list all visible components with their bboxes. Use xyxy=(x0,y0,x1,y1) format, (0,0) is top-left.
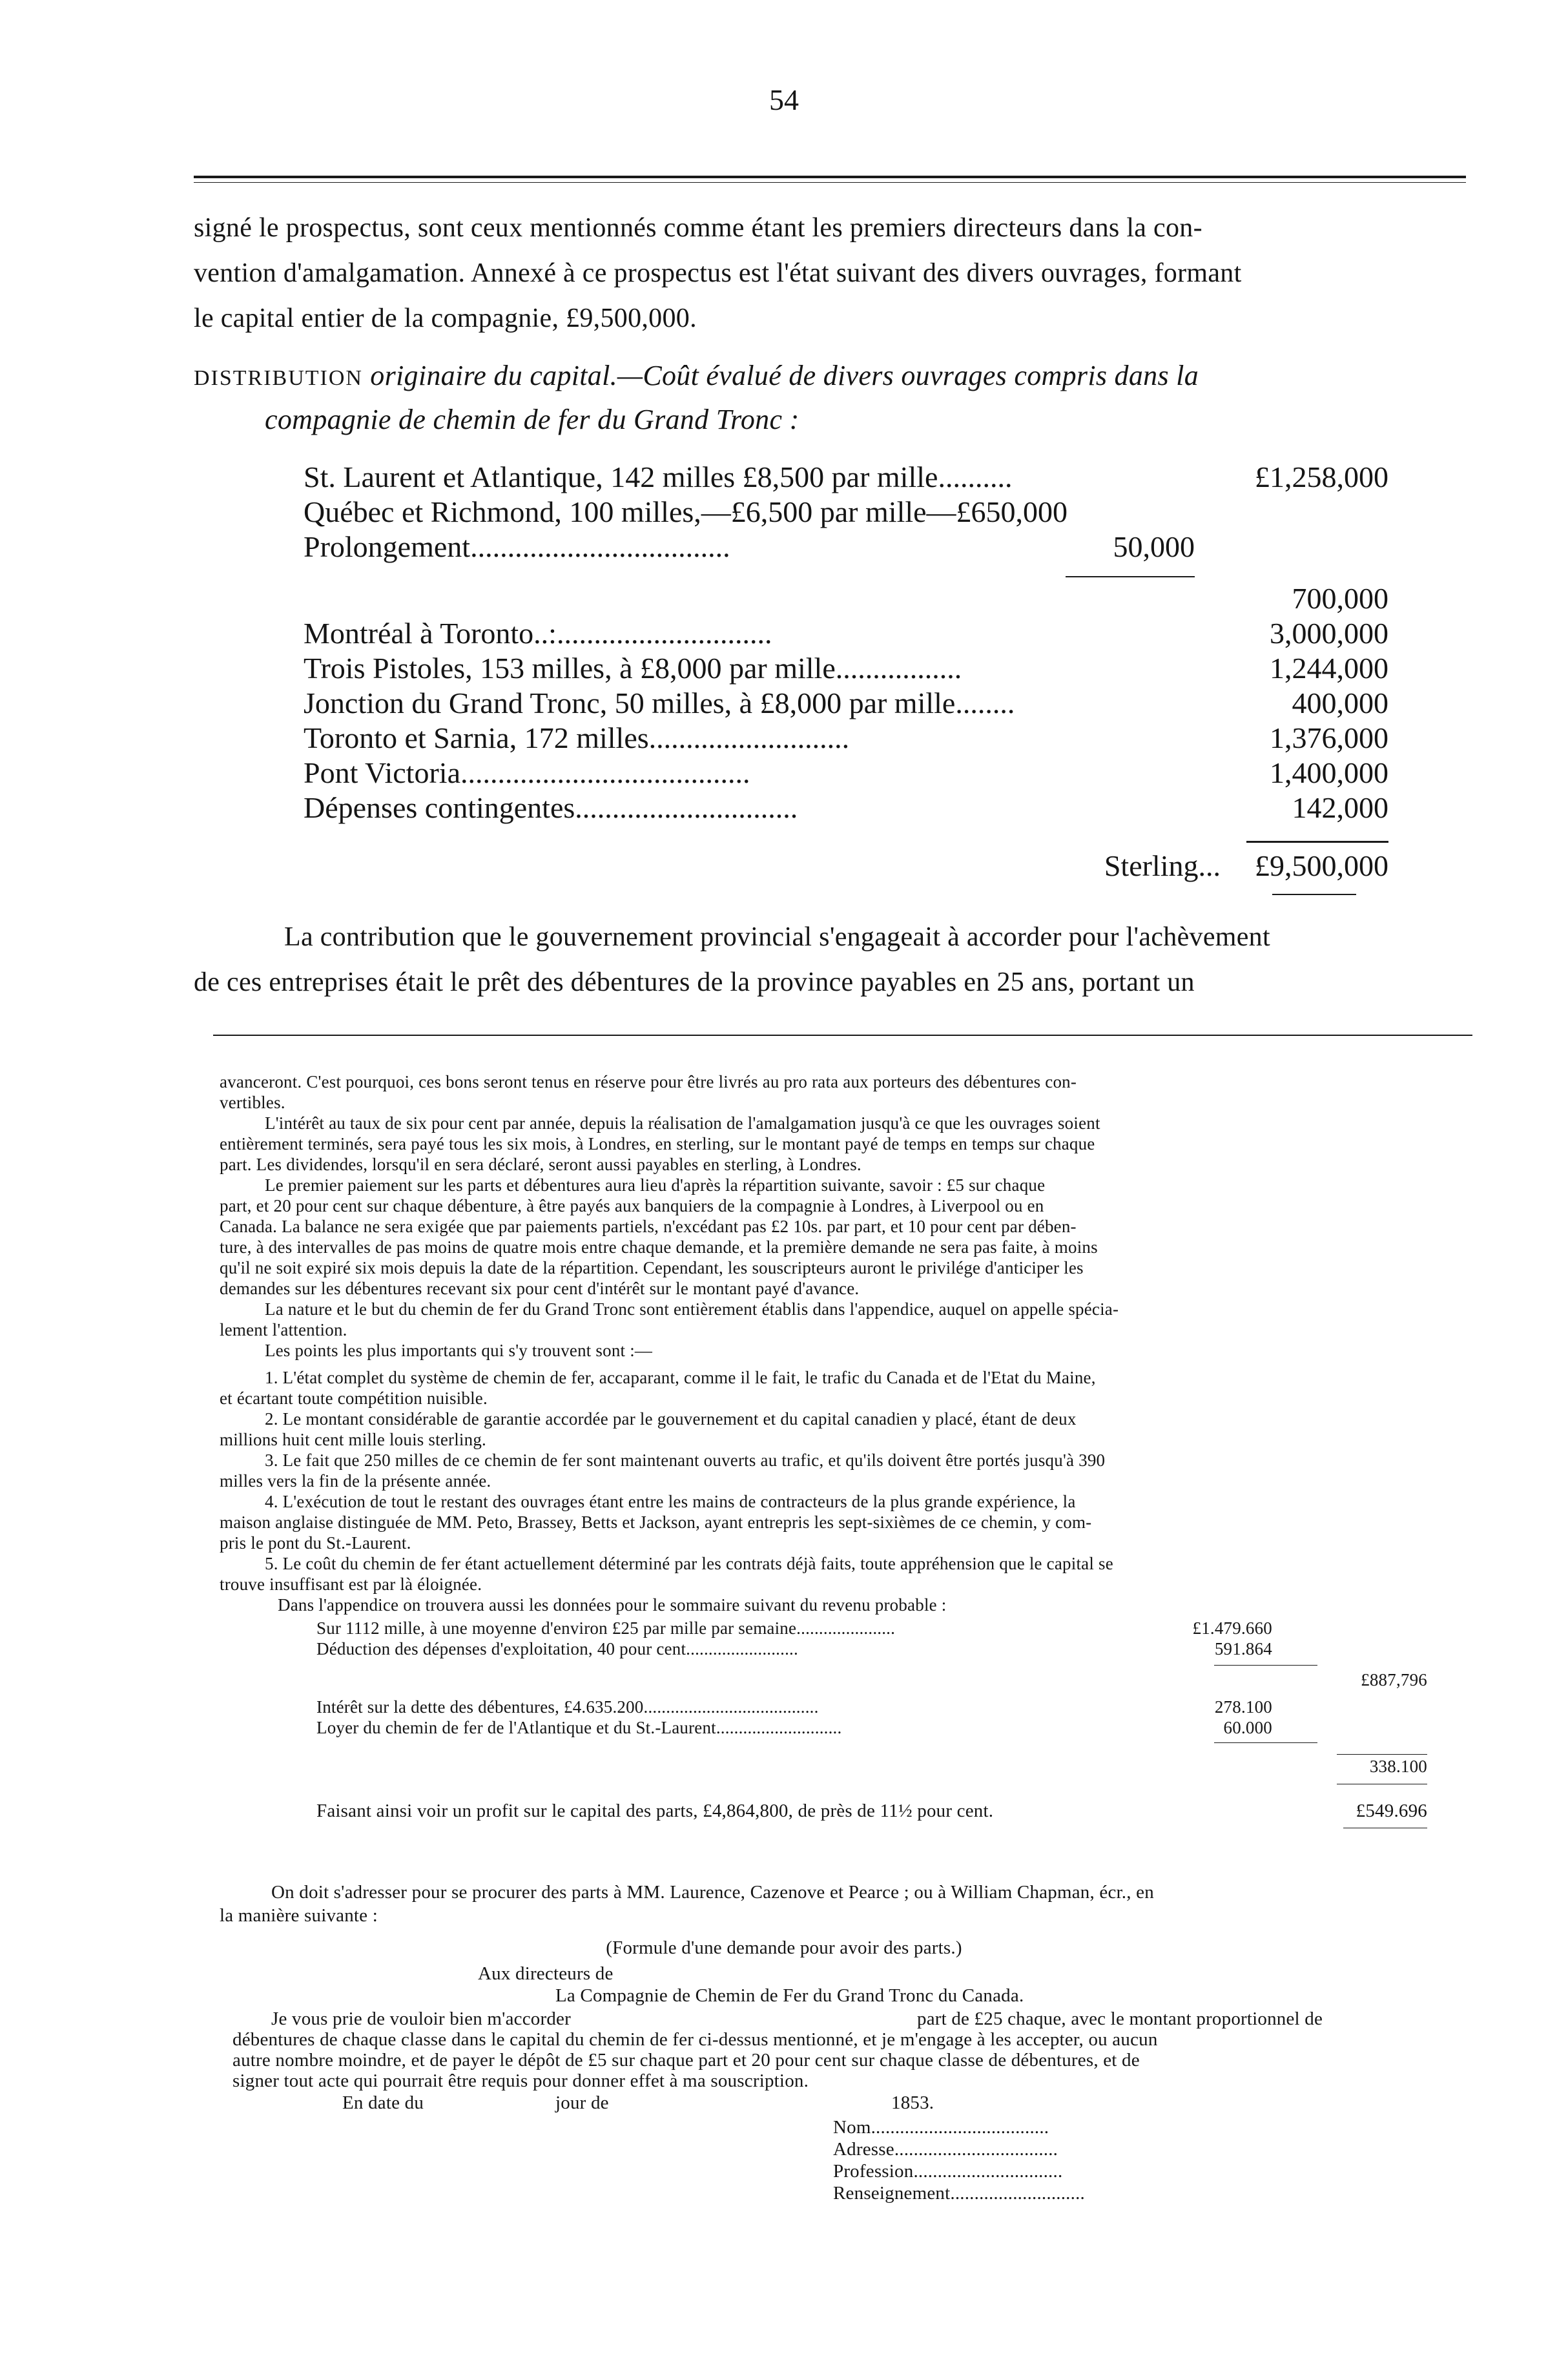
footnote-line: et écartant toute compétition nuisible. xyxy=(220,1389,488,1408)
footnote-line: Le premier paiement sur les parts et débentures aura lieu d'après la répartition suivante, savoir : £5 sur chaque xyxy=(265,1175,1046,1195)
revenue-rule xyxy=(1214,1742,1317,1743)
revenue-row xyxy=(316,1639,1272,1659)
profit-row xyxy=(316,1801,1427,1822)
revenue-row xyxy=(316,1618,1272,1638)
revenue-row-col1: £1.479.660 xyxy=(1192,1618,1272,1638)
footnote-line: Canada. La balance ne sera exigée que par paiements partiels, n'excédant pas £2 10s. par part, et 10 pour cent par dében- xyxy=(220,1217,1077,1236)
date-label-c: 1853. xyxy=(891,2092,934,2113)
profit-amount: £549.696 xyxy=(1356,1801,1427,1821)
application-request-4: signer tout acte qui pourrait être requis pour donner effet à ma souscription. xyxy=(232,2071,809,2091)
distribution-italic-1: originaire du capital.—Coût évalué de divers ouvrages compris dans la xyxy=(370,360,1199,391)
works-row xyxy=(304,651,1388,685)
application-formula: (Formule d'une demande pour avoir des parts.) xyxy=(606,1937,962,1958)
revenue-row-label: Intérêt sur la dette des débentures, £4.635.200....................................... xyxy=(316,1697,819,1717)
field-profession: Profession............................... xyxy=(833,2161,1063,2182)
distribution-label: DISTRIBUTION xyxy=(194,366,363,390)
field-renseignement: Renseignement............................ xyxy=(833,2183,1085,2204)
date-label-a: En date du xyxy=(342,2092,424,2113)
footnote-line: 3. Le fait que 250 milles de ce chemin de fer sont maintenant ouverts au trafic, et qu'ils doivent être portés jusqu'à 390 xyxy=(265,1451,1106,1470)
revenue-row-label: Déduction des dépenses d'exploitation, 40 pour cent......................... xyxy=(316,1639,798,1658)
footnote-line: Dans l'appendice on trouvera aussi les données pour le sommaire suivant du revenu probable : xyxy=(278,1595,947,1615)
revenue-row-label: Loyer du chemin de fer de l'Atlantique et du St.-Laurent............................ xyxy=(316,1718,842,1737)
footnote-line: 1. L'état complet du système de chemin de fer, accaparant, comme il le fait, le trafic du Canada et de l'Etat du Maine, xyxy=(265,1368,1096,1387)
works-row-amount: 50,000 xyxy=(1113,530,1195,563)
footnote-line: L'intérêt au taux de six pour cent par année, depuis la réalisation de l'amalgamation jusqu'à ce que les ouvrages soient xyxy=(265,1113,1100,1133)
application-request-2: débentures de chaque classe dans le capital du chemin de fer ci-dessus mentionné, et je m'engage à les accepter, ou aucun xyxy=(232,2029,1158,2050)
footnote-line: lement l'attention. xyxy=(220,1320,347,1339)
revenue-row-col1: 60.000 xyxy=(1223,1718,1272,1737)
footnote-line: 2. Le montant considérable de garantie accordée par le gouvernement et du capital canadien y placé, étant de deux xyxy=(265,1409,1077,1429)
works-row xyxy=(304,686,1388,720)
revenue-row-label: Sur 1112 mille, à une moyenne d'environ £25 par mille par semaine...................... xyxy=(316,1618,896,1638)
revenue-row xyxy=(316,1697,1272,1717)
footnote-line: entièrement terminés, sera payé tous les six mois, à Londres, en sterling, sur le montant payé de temps en temps sur chaque xyxy=(220,1134,1095,1153)
works-row xyxy=(304,616,1388,650)
intro-line-2: vention d'amalgamation. Annexé à ce prospectus est l'état suivant des divers ouvrages, formant xyxy=(194,258,1242,288)
works-row-label: Jonction du Grand Tronc, 50 milles, à £8,000 par mille........ xyxy=(304,687,1015,719)
date-line xyxy=(342,2092,424,2114)
footnote-line: avanceront. C'est pourquoi, ces bons seront tenus en réserve pour être livrés au pro rata aux porteurs des débentures con- xyxy=(220,1072,1077,1091)
works-row xyxy=(304,721,1388,755)
works-row-amount: 1,376,000 xyxy=(1270,721,1388,754)
intro-line-1: signé le prospectus, sont ceux mentionnés comme étant les premiers directeurs dans la con- xyxy=(194,213,1202,243)
application-to-2: La Compagnie de Chemin de Fer du Grand Tronc du Canada. xyxy=(555,1985,1024,2006)
works-row-amount: 700,000 xyxy=(1292,582,1388,615)
header-rule-thin xyxy=(194,182,1466,183)
works-row-label: Montréal à Toronto..:............................. xyxy=(304,617,772,650)
footnote-line: milles vers la fin de la présente année. xyxy=(220,1471,491,1491)
works-row xyxy=(304,495,1388,529)
intro-line-3: le capital entier de la compagnie, £9,500,000. xyxy=(194,304,697,333)
application-line-1: On doit s'adresser pour se procurer des parts à MM. Laurence, Cazenove et Pearce ; ou à William Chapman, écr., en xyxy=(271,1882,1154,1903)
application-request-1b: part de £25 chaque, avec le montant proportionnel de xyxy=(917,2009,1323,2029)
works-row xyxy=(304,460,1388,494)
footnote-line: maison anglaise distinguée de MM. Peto, Brassey, Betts et Jackson, ayant entrepris les sept-sixièmes de ce chemin, y com- xyxy=(220,1513,1092,1532)
works-row-amount: 1,400,000 xyxy=(1270,756,1388,789)
works-row-amount: 400,000 xyxy=(1292,687,1388,719)
distribution-heading xyxy=(194,362,1199,390)
application-line-2: la manière suivante : xyxy=(220,1905,378,1926)
subtotal-rule xyxy=(1066,576,1195,577)
footnote-line: part, et 20 pour cent sur chaque débenture, à être payés aux banquiers de la compagnie à Londres, à Liverpool ou en xyxy=(220,1196,1044,1215)
revenue-row-col1: 591.864 xyxy=(1214,1639,1272,1658)
application-request-1a: Je vous prie de vouloir bien m'accorder xyxy=(271,2009,571,2029)
footnote-line: qu'il ne soit expiré six mois depuis la date de la répartition. Cependant, les souscripteurs auront le privilége d'anticiper les xyxy=(220,1258,1084,1277)
footnote-line: part. Les dividendes, lorsqu'il en sera déclaré, seront aussi payables en sterling, à Londres. xyxy=(220,1155,861,1174)
footnote-line: La nature et le but du chemin de fer du Grand Tronc sont entièrement établis dans l'appendice, auquel on appelle spécia- xyxy=(265,1299,1119,1319)
field-adresse: Adresse.................................. xyxy=(833,2139,1058,2160)
footnote-line: pris le pont du St.-Laurent. xyxy=(220,1533,411,1553)
header-rule xyxy=(194,176,1466,178)
works-row-label: Prolongement................................... xyxy=(304,530,730,563)
footnote-line: demandes sur les débentures recevant six pour cent d'intérêt sur le montant payé d'avance. xyxy=(220,1279,860,1298)
works-row-amount: £1,258,000 xyxy=(1255,460,1388,493)
contribution-line-1: La contribution que le gouvernement provincial s'engageait à accorder pour l'achèvement xyxy=(284,922,1270,952)
total-rule xyxy=(1246,841,1388,843)
page-number: 54 xyxy=(769,83,799,116)
works-row-amount: 1,244,000 xyxy=(1270,652,1388,685)
field-nom: Nom..................................... xyxy=(833,2117,1049,2138)
footnote-line: Les points les plus importants qui s'y trouvent sont :— xyxy=(265,1341,653,1360)
distribution-italic-2: compagnie de chemin de fer du Grand Tronc : xyxy=(265,404,799,435)
revenue-row xyxy=(316,1718,1272,1738)
footnote-line: trouve insuffisant est par là éloignée. xyxy=(220,1575,482,1594)
revenue-rule xyxy=(1337,1754,1427,1755)
works-row-label: Québec et Richmond, 100 milles,—£6,500 par mille—£650,000 xyxy=(304,495,1068,528)
works-row-amount: 3,000,000 xyxy=(1270,617,1388,650)
works-row-amount: 142,000 xyxy=(1292,791,1388,824)
works-row-label: Trois Pistoles, 153 milles, à £8,000 par mille................. xyxy=(304,652,962,685)
footnote-line: 4. L'exécution de tout le restant des ouvrages étant entre les mains de contracteurs de la plus grande expérience, la xyxy=(265,1492,1076,1511)
profit-label: Faisant ainsi voir un profit sur le capital des parts, £4,864,800, de près de 11½ pour cent. xyxy=(316,1801,994,1821)
works-row xyxy=(304,790,1388,825)
works-row xyxy=(304,756,1388,790)
works-row-label: Toronto et Sarnia, 172 milles........................... xyxy=(304,721,850,754)
total-amount: £9,500,000 xyxy=(1255,849,1388,882)
revenue-row-col1: 278.100 xyxy=(1214,1697,1272,1717)
total-label: Sterling... xyxy=(1104,849,1221,882)
total-underline xyxy=(1272,894,1356,895)
works-row-label: Dépenses contingentes.............................. xyxy=(304,791,798,824)
footnote-line: 5. Le coût du chemin de fer étant actuellement déterminé par les contrats déjà faits, toute appréhension que le capital se xyxy=(265,1554,1113,1573)
revenue-row-col2: 338.100 xyxy=(1369,1757,1427,1776)
contribution-line-2: de ces entreprises était le prêt des débentures de la province payables en 25 ans, portant un xyxy=(194,967,1195,997)
footnote-line: millions huit cent mille louis sterling. xyxy=(220,1430,486,1449)
works-row-label: St. Laurent et Atlantique, 142 milles £8,500 par mille.......... xyxy=(304,460,1013,493)
application-to-1: Aux directeurs de xyxy=(478,1963,614,1984)
footnote-line: vertibles. xyxy=(220,1093,285,1112)
date-label-b: jour de xyxy=(555,2092,609,2113)
footnote-line: ture, à des intervalles de pas moins de quatre mois entre chaque demande, et la première demande ne sera pas faite, à moins xyxy=(220,1237,1098,1257)
revenue-rule xyxy=(1214,1665,1317,1666)
works-row-label: Pont Victoria....................................... xyxy=(304,756,750,789)
revenue-row-col2: £887,796 xyxy=(1361,1670,1427,1689)
works-row xyxy=(304,530,1195,564)
application-request-3: autre nombre moindre, et de payer le dépôt de £5 sur chaque part et 20 pour cent sur chaque classe de débentures, et de xyxy=(232,2050,1140,2071)
footnote-rule xyxy=(213,1035,1472,1036)
